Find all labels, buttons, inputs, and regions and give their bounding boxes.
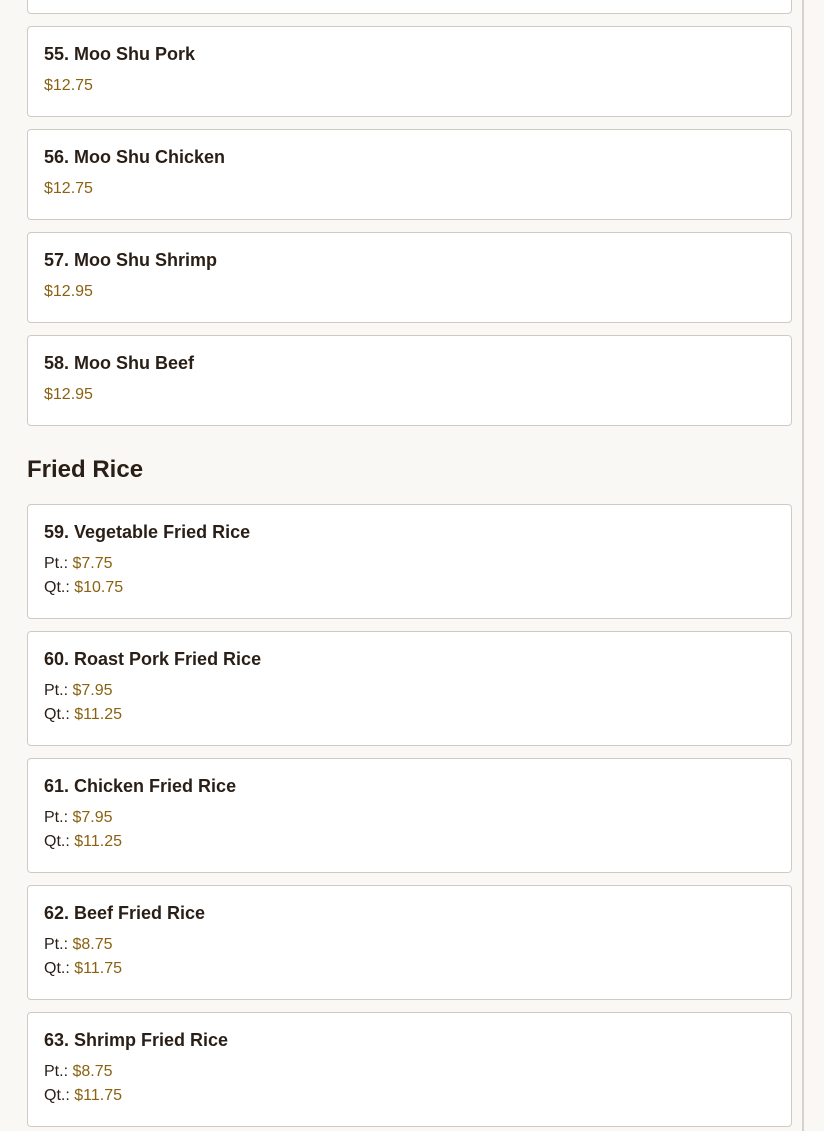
menu-item-price-line [44, 383, 775, 407]
menu-item-name: 55. Moo Shu Pork [44, 44, 196, 64]
pint-price: $7.95 [72, 809, 113, 826]
quart-price: $11.75 [74, 1087, 122, 1104]
pint-price: $7.95 [72, 682, 113, 699]
pint-label: Pt.: [44, 682, 69, 699]
pint-price-line [44, 1060, 775, 1084]
quart-price: $11.25 [74, 706, 122, 723]
menu-item-price: $12.75 [44, 180, 93, 197]
quart-price: $11.25 [74, 833, 122, 850]
menu-item-price-line [44, 280, 775, 304]
menu-item-card [27, 232, 792, 323]
menu-item-name: 62. Beef Fried Rice [44, 903, 206, 923]
menu-item-card [27, 504, 792, 619]
quart-label: Qt.: [44, 706, 70, 723]
quart-price-line [44, 1084, 775, 1108]
menu-item-name: 60. Roast Pork Fried Rice [44, 649, 262, 669]
page-edge-divider [802, 0, 804, 1131]
menu-item-price: $12.95 [44, 386, 93, 403]
quart-price-line [44, 703, 775, 727]
menu-item-name: 58. Moo Shu Beef [44, 353, 195, 373]
quart-price: $10.75 [74, 579, 124, 596]
menu-item-price-line [44, 177, 775, 201]
quart-label: Qt.: [44, 579, 70, 596]
pint-label: Pt.: [44, 555, 69, 572]
quart-price-line [44, 957, 775, 981]
pint-label: Pt.: [44, 809, 69, 826]
menu-item-card [27, 26, 792, 117]
pint-price-line [44, 933, 775, 957]
quart-label: Qt.: [44, 1087, 70, 1104]
menu-item-name: 56. Moo Shu Chicken [44, 147, 226, 167]
pint-label: Pt.: [44, 1063, 69, 1080]
menu-content [27, 0, 792, 1131]
menu-item-card [27, 1012, 792, 1127]
menu-item-card [27, 885, 792, 1000]
menu-item-price: $12.95 [44, 283, 93, 300]
menu-item-card-partial [27, 0, 792, 14]
menu-item-card [27, 758, 792, 873]
section-heading-fried-rice: Fried Rice [27, 456, 144, 483]
menu-item-name: 63. Shrimp Fried Rice [44, 1030, 229, 1050]
menu-item-card [27, 129, 792, 220]
pint-price-line [44, 679, 775, 703]
menu-item-card [27, 335, 792, 426]
quart-label: Qt.: [44, 833, 70, 850]
menu-item-card [27, 631, 792, 746]
pint-price-line [44, 806, 775, 830]
pint-price-line [44, 552, 775, 576]
menu-item-name: 59. Vegetable Fried Rice [44, 522, 251, 542]
pint-price: $8.75 [72, 936, 113, 953]
menu-item-name: 57. Moo Shu Shrimp [44, 250, 218, 270]
quart-price: $11.75 [74, 960, 122, 977]
pint-label: Pt.: [44, 936, 69, 953]
quart-price-line [44, 830, 775, 854]
pint-price: $7.75 [72, 555, 113, 572]
quart-label: Qt.: [44, 960, 70, 977]
menu-item-name: 61. Chicken Fried Rice [44, 776, 237, 796]
menu-item-price: $12.75 [44, 77, 93, 94]
menu-item-price-line [44, 74, 775, 98]
pint-price: $8.75 [72, 1063, 113, 1080]
quart-price-line [44, 576, 775, 600]
